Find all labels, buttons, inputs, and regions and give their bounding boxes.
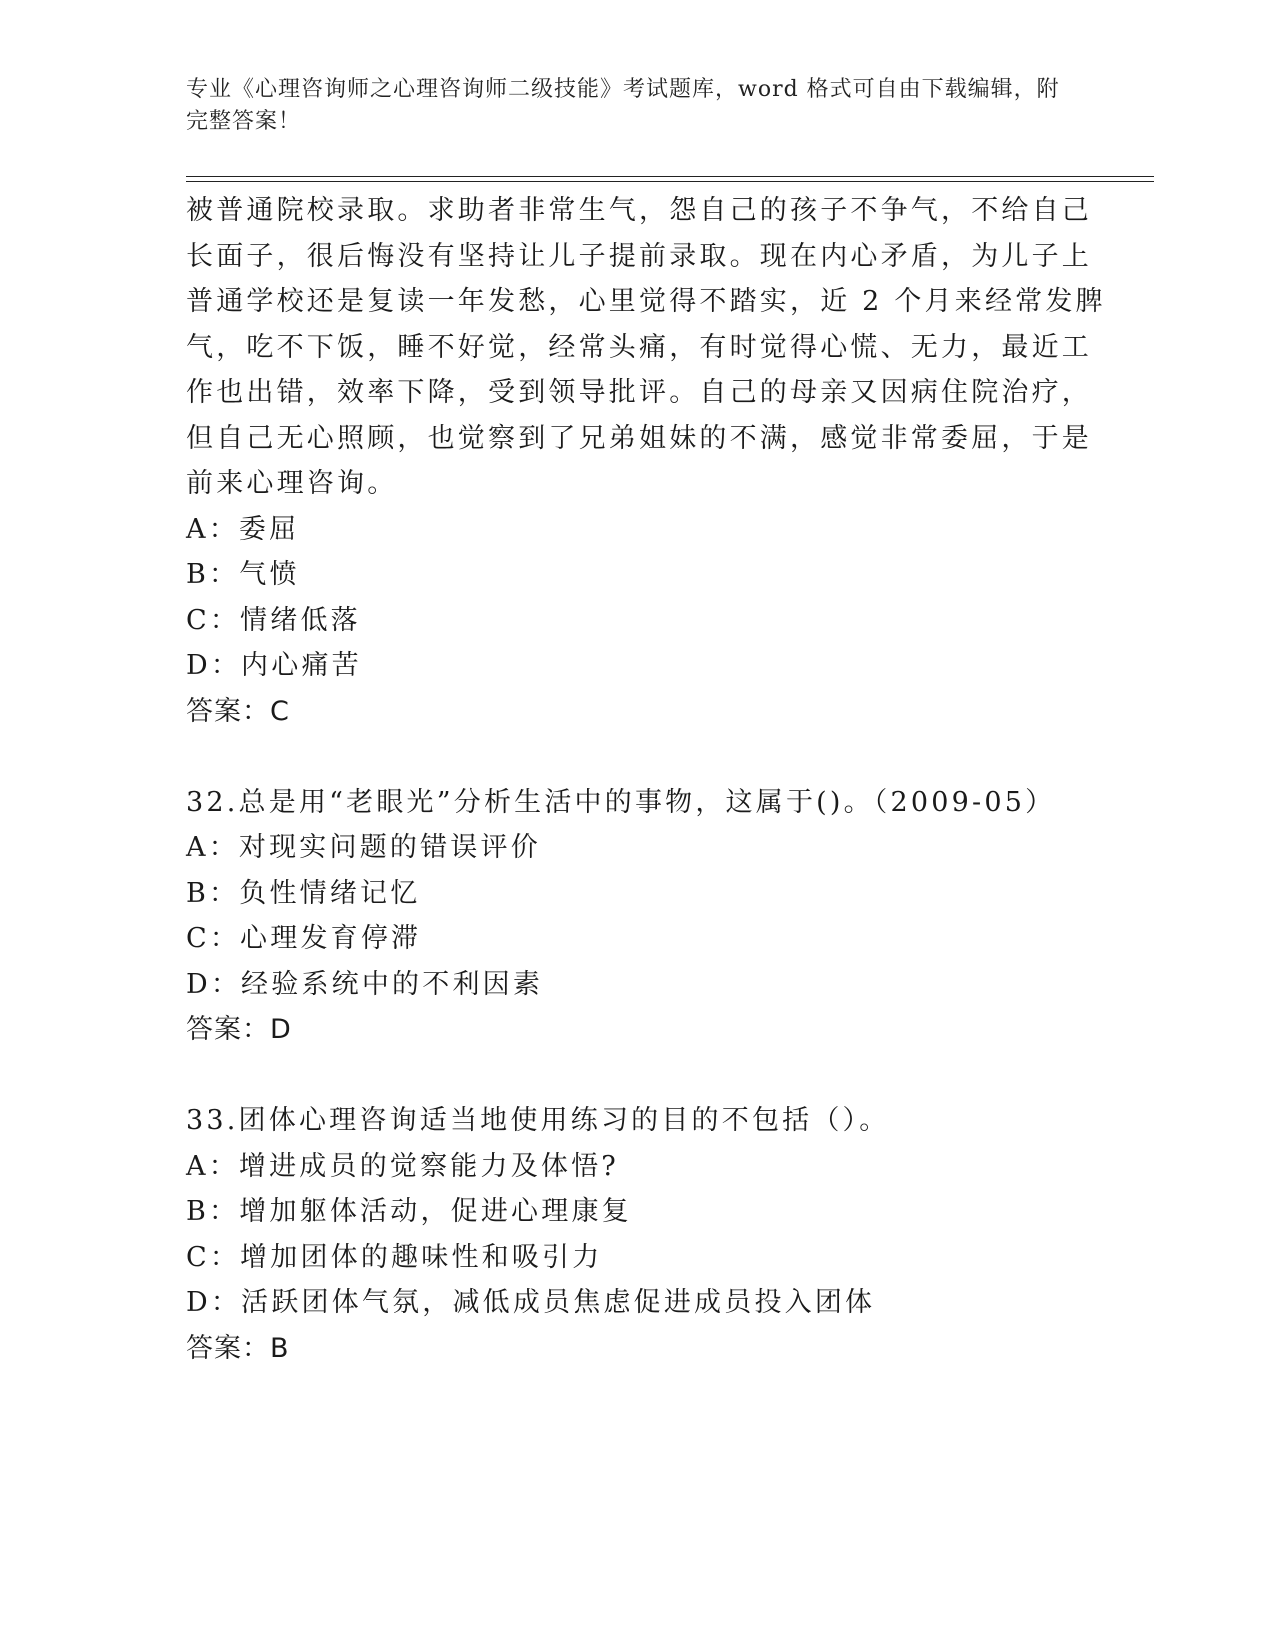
question-33: [186, 1098, 1086, 1371]
answer-line: 答案：D: [186, 1014, 292, 1045]
spacer: [186, 1053, 1086, 1099]
question-stem-line: 前来心理咨询。: [186, 468, 398, 499]
question-stem-line: 普通学校还是复读一年发愁，心里觉得不踏实，近 2 个月来经常发脾: [186, 286, 1106, 317]
question-31: [186, 188, 1106, 734]
option-d: D：经验系统中的不利因素: [186, 968, 544, 1000]
option-b: B：负性情绪记忆: [186, 877, 421, 909]
question-stem-line: 被普通院校录取。求助者非常生气，怨自己的孩子不争气，不给自己: [186, 195, 1092, 226]
question-stem-line: 长面子，很后悔没有坚持让儿子提前录取。现在内心矛盾，为儿子上: [186, 240, 1092, 272]
question-stem: 32.总是用“老眼光”分析生活中的事物，这属于()。（2009-05）: [186, 786, 1056, 818]
document-header: 专业《心理咨询师之心理咨询师二级技能》考试题库，word 格式可自由下载编辑，附完整答案！: [186, 77, 1060, 134]
header-rule-bottom: [186, 181, 1154, 182]
header-rule-top: [186, 176, 1154, 177]
option-b: B：增加躯体活动，促进心理康复: [186, 1196, 632, 1227]
answer-line: 答案：C: [186, 695, 290, 727]
spacer: [186, 734, 1086, 780]
answer-line: 答案：B: [186, 1332, 290, 1364]
question-stem-line: 作也出错，效率下降，受到领导批评。自己的母亲又因病住院治疗，: [186, 377, 1092, 408]
option-b: B：气愤: [186, 559, 300, 590]
question-content: [186, 188, 1106, 1371]
option-a: A：增进成员的觉察能力及体悟?: [186, 1150, 619, 1182]
option-d: D：活跃团体气氛，减低成员焦虑促进成员投入团体: [186, 1287, 876, 1318]
option-c: C：情绪低落: [186, 604, 361, 636]
question-stem-line: 但自己无心照顾，也觉察到了兄弟姐妹的不满，感觉非常委屈，于是: [186, 422, 1092, 454]
option-c: C：心理发育停滞: [186, 923, 422, 954]
option-a: A：对现实问题的错误评价: [186, 832, 541, 863]
option-c: C：增加团体的趣味性和吸引力: [186, 1241, 603, 1273]
question-stem: 33.团体心理咨询适当地使用练习的目的不包括（）。: [186, 1105, 890, 1136]
option-a: A：委屈: [186, 513, 300, 545]
option-d: D：内心痛苦: [186, 650, 362, 681]
question-32: [186, 780, 1086, 1053]
question-stem-line: 气，吃不下饭，睡不好觉，经常头痛，有时觉得心慌、无力，最近工: [186, 331, 1092, 363]
